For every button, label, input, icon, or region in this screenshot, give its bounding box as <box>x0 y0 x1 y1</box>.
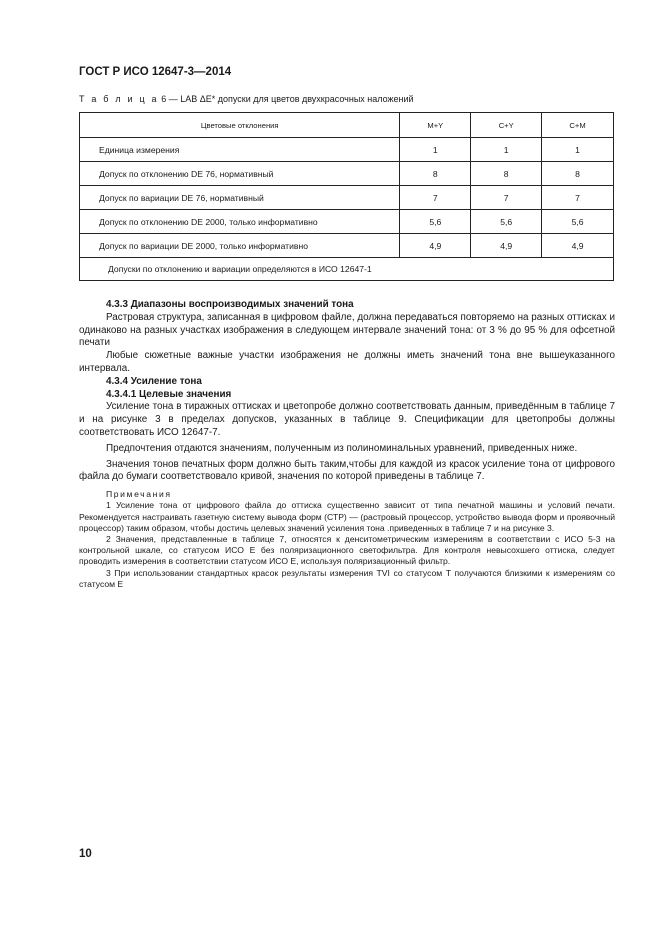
row-label: Допуск по отклонению DE 76, нормативный <box>80 162 400 186</box>
note-item: 2 Значения, представленные в таблице 7, относятся к денситометрическим измерениям в соответствии с ИСО 5-3 на контрольной шкале, со статусом ИСО Е без поляризационного светофильтра. Для контроля невысохшего оттиска, следует проводить измерения в соответствии статусом ИСО Е, используя поляризационный фильтр. <box>79 533 615 567</box>
table-caption <box>79 94 414 104</box>
table-caption-label: Т а б л и ц а <box>79 94 159 104</box>
row-label: Допуск по вариации DE 76, нормативный <box>80 186 400 210</box>
table-cell: 7 <box>400 186 471 210</box>
table-row <box>80 234 614 258</box>
paragraph: Значения тонов печатных форм должно быть таким,чтобы для каждой из красок усиление тона от цифрового файла до бумаги соответствовало кривой, значения по которой приведены в таблице 7. <box>79 458 615 483</box>
table-row <box>80 210 614 234</box>
table-cell: 5,6 <box>542 210 614 234</box>
table-caption-text: 6 — LAB ΔE* допуски для цветов двухкрасочных наложений <box>161 94 414 104</box>
tolerance-table <box>79 112 614 281</box>
table-cell: 5,6 <box>400 210 471 234</box>
paragraph: Предпочтения отдаются значениям, полученным из полиноминальных уравнений, приведенных ниже. <box>106 442 578 454</box>
table-cell: 4,9 <box>471 234 542 258</box>
table-cell: 4,9 <box>542 234 614 258</box>
note-item: 1 Усиление тона от цифрового файла до оттиска существенно зависит от типа печатной машины и условий печати. Рекомендуется настраивать газетную систему вывода форм (СТР) — (растровый процессор, устройство вывода форм и проявочный процессор) таким образом, чтобы достичь целевых значений усиления тона .приведенных в таблице 7 и на рисунке 3. <box>79 500 615 533</box>
column-header: С+М <box>542 113 614 138</box>
table-cell: 7 <box>471 186 542 210</box>
paragraph: Усиление тона в тиражных оттисках и цветопробе должно соответствовать данным, приведённым в таблице 7 и на рисунке 3 в пределах допусков, указанных в таблице 9. Спецификации для цветопробы должны соответствовать ИСО 12647-7. <box>79 401 615 438</box>
table-cell: 8 <box>400 162 471 186</box>
table-row <box>80 162 614 186</box>
table-cell: 1 <box>400 138 471 162</box>
note-item: 3 При использовании стандартных красок результаты измерения TVI со статусом Т получаются близкими к измерениям со статусом Е <box>79 567 615 589</box>
page-number: 10 <box>79 848 92 860</box>
table-cell: 4,9 <box>400 234 471 258</box>
table-footnote: Допуски по отклонению и вариации определяются в ИСО 12647-1 <box>80 258 614 281</box>
table-cell: 7 <box>542 186 614 210</box>
subsection-heading: 4.3.4.1 Целевые значения <box>106 388 232 400</box>
table-cell: 1 <box>542 138 614 162</box>
section-heading: 4.3.3 Диапазоны воспроизводимых значений тона <box>106 299 354 310</box>
table-cell: 8 <box>471 162 542 186</box>
table-footnote-row <box>80 258 614 281</box>
table-row <box>80 138 614 162</box>
table-cell: 1 <box>471 138 542 162</box>
row-label: Единица измерения <box>80 138 400 162</box>
section-heading: 4.3.4 Усиление тона <box>106 375 202 387</box>
notes-heading: Примечания <box>106 489 172 500</box>
paragraph: Любые сюжетные важные участки изображения не должны иметь значений тона вне вышеуказанного интервала. <box>79 350 615 374</box>
table-header-row <box>80 113 614 138</box>
table-row <box>80 186 614 210</box>
table-cell: 5,6 <box>471 210 542 234</box>
notes <box>79 489 615 590</box>
table-cell: 8 <box>542 162 614 186</box>
column-header: Цветовые отклонения <box>80 113 400 138</box>
column-header: С+Y <box>471 113 542 138</box>
row-label: Допуск по вариации DE 2000, только информативно <box>80 234 400 258</box>
body-text <box>79 299 615 590</box>
column-header: М+Y <box>400 113 471 138</box>
paragraph: Растровая структура, записанная в цифровом файле, должна передаваться повторяемо на разных оттисках и одинаково на разных участках изображения в следующем интервале значений тона: от 3 % до 95 % для офсетной печати <box>79 311 615 349</box>
document-header: ГОСТ Р ИСО 12647-3—2014 <box>79 66 232 78</box>
row-label: Допуск по отклонению DE 2000, только информативно <box>80 210 400 234</box>
